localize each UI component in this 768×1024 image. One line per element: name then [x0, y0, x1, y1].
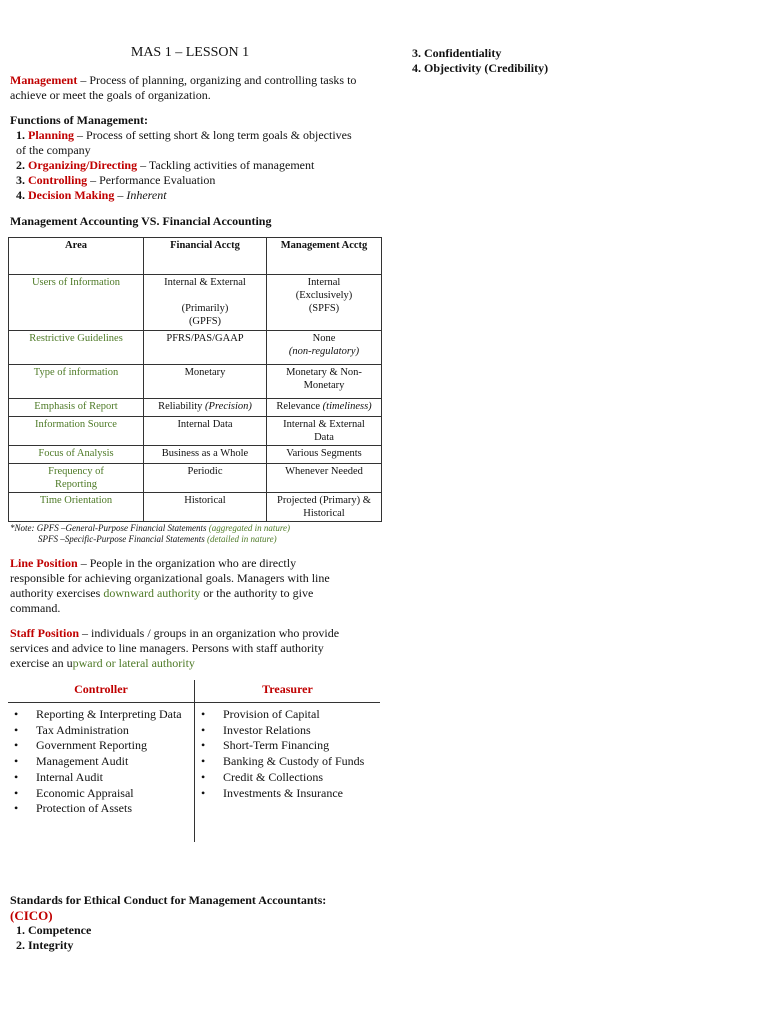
table-cell-mgmt [267, 331, 382, 365]
table-cell-mgmt [267, 399, 382, 417]
table-cell-area: Users of Information [9, 275, 144, 331]
list-item: • Banking & Custody of Funds [195, 754, 380, 770]
controller-column [8, 680, 195, 842]
table-cell-area: Frequency of Reporting [9, 464, 144, 493]
table-cell-area: Type of information [9, 365, 144, 399]
table-cell-fin: Monetary [144, 365, 267, 399]
table-cell-fin: PFRS/PAS/GAAP [144, 331, 267, 365]
table-header-row [9, 238, 382, 275]
function-num: 4. [16, 188, 25, 202]
table-row [9, 399, 382, 417]
function-def: – [114, 188, 127, 202]
function-item-decision-making [10, 188, 360, 203]
function-term: Organizing/Directing [28, 158, 138, 172]
list-item: • Investor Relations [195, 723, 380, 739]
comparison-table [8, 237, 382, 522]
table-cell-fin: Internal Data [144, 417, 267, 446]
standard-item: 4. Objectivity (Credibility) [412, 61, 549, 75]
list-item: • Management Audit [8, 754, 194, 770]
table-row [9, 365, 382, 399]
function-item-planning [10, 128, 360, 158]
treasurer-column [195, 680, 380, 842]
list-item: • Provision of Capital [195, 707, 380, 723]
table-row [9, 417, 382, 446]
note-text: SPFS –Specific-Purpose Financial Statements [38, 534, 207, 544]
controller-list [8, 707, 194, 817]
line-position-paragraph [10, 556, 350, 616]
treasurer-heading: Treasurer [195, 680, 380, 703]
table-header: Area [9, 238, 144, 275]
functions-heading: Functions of Management: [10, 113, 148, 127]
table-note [10, 523, 390, 545]
staff-position-highlight: pward or lateral authority [72, 656, 195, 670]
management-def: – Process of planning, organizing and controlling tasks to achieve or meet the goals of organization. [10, 73, 357, 102]
cell-text: None [312, 333, 336, 344]
comparison-heading: Management Accounting VS. Financial Accounting [10, 214, 272, 228]
table-cell-area: Information Source [9, 417, 144, 446]
standard-item: 1. Competence [16, 923, 92, 937]
table-cell-mgmt: Whenever Needed [267, 464, 382, 493]
table-cell-mgmt: Monetary & Non- Monetary [267, 365, 382, 399]
table-row [9, 464, 382, 493]
standard-item: 3. Confidentiality [412, 46, 502, 60]
management-term: Management [10, 73, 78, 87]
standards-section [10, 893, 390, 953]
function-def: – Tackling activities of management [137, 158, 315, 172]
table-cell-area: Emphasis of Report [9, 399, 144, 417]
table-row [9, 446, 382, 464]
function-def: – Process of setting short & long term goals & objectives of the company [16, 128, 352, 157]
list-item: • Protection of Assets [8, 801, 194, 817]
list-item: • Economic Appraisal [8, 786, 194, 802]
table-cell-fin [144, 399, 267, 417]
table-cell-fin: Internal & External (Primarily) (GPFS) [144, 275, 267, 331]
list-item: • Short-Term Financing [195, 738, 380, 754]
note-text: *Note: GPFS –General-Purpose Financial Statements [10, 523, 209, 533]
table-cell-mgmt: Various Segments [267, 446, 382, 464]
controller-heading: Controller [8, 680, 194, 703]
table-cell-mgmt: Internal & External Data [267, 417, 382, 446]
line-position-term: Line Position [10, 556, 78, 570]
function-def: – Performance Evaluation [87, 173, 216, 187]
standards-continued [412, 46, 612, 76]
cell-text-italic: (non-regulatory) [288, 346, 360, 357]
function-num: 2. [16, 158, 25, 172]
function-item-controlling [10, 173, 360, 188]
table-cell-area: Time Orientation [9, 493, 144, 522]
list-item: • Internal Audit [8, 770, 194, 786]
function-term: Controlling [28, 173, 88, 187]
table-header: Financial Acctg [144, 238, 267, 275]
table-cell-area: Restrictive Guidelines [9, 331, 144, 365]
function-num: 1. [16, 128, 25, 142]
standards-heading: Standards for Ethical Conduct for Management Accountants: [10, 893, 327, 907]
function-term: Planning [28, 128, 75, 142]
function-def-italic: Inherent [126, 188, 167, 202]
table-cell-fin: Periodic [144, 464, 267, 493]
list-item: • Tax Administration [8, 723, 194, 739]
table-row [9, 331, 382, 365]
note-text-green: (aggregated in nature) [208, 523, 291, 533]
functions-section [10, 113, 360, 203]
page-title: MAS 1 – LESSON 1 [130, 45, 250, 60]
list-item: • Investments & Insurance [195, 786, 380, 802]
list-item: • Government Reporting [8, 738, 194, 754]
table-cell-area: Focus of Analysis [9, 446, 144, 464]
table-cell-fin: Business as a Whole [144, 446, 267, 464]
cell-text-italic: (timeliness) [322, 401, 372, 412]
table-cell-fin: Historical [144, 493, 267, 522]
standard-item: 2. Integrity [16, 938, 74, 952]
note-text-green: (detailed in nature) [206, 534, 277, 544]
controller-treasurer-table [8, 680, 380, 842]
management-definition [10, 73, 370, 103]
table-cell-mgmt: Internal (Exclusively) (SPFS) [267, 275, 382, 331]
table-cell-mgmt: Projected (Primary) & Historical [267, 493, 382, 522]
staff-position-term: Staff Position [10, 626, 79, 640]
list-item: • Reporting & Interpreting Data [8, 707, 194, 723]
cell-text: Relevance [276, 401, 323, 412]
cell-text-italic: (Precision) [205, 401, 252, 412]
treasurer-list [195, 707, 380, 801]
table-row [9, 275, 382, 331]
standards-acronym: (CICO) [10, 908, 53, 923]
staff-position-paragraph [10, 626, 360, 671]
line-position-def-end: or the authority to give command. [10, 586, 314, 615]
list-item: • Credit & Collections [195, 770, 380, 786]
table-row [9, 493, 382, 522]
line-position-highlight: downward authority [103, 586, 201, 600]
function-item-organizing [10, 158, 360, 173]
table-header: Management Acctg [267, 238, 382, 275]
function-num: 3. [16, 173, 25, 187]
line-position-def: – People in the organization who are directly responsible for achieving organizational goals. Managers with line authority exercises [10, 556, 330, 600]
cell-text: Reliability [158, 401, 206, 412]
staff-position-def: – individuals / groups in an organization who provide services and advice to line managers. Persons with staff authority exercise an u [10, 626, 340, 670]
function-term: Decision Making [28, 188, 115, 202]
